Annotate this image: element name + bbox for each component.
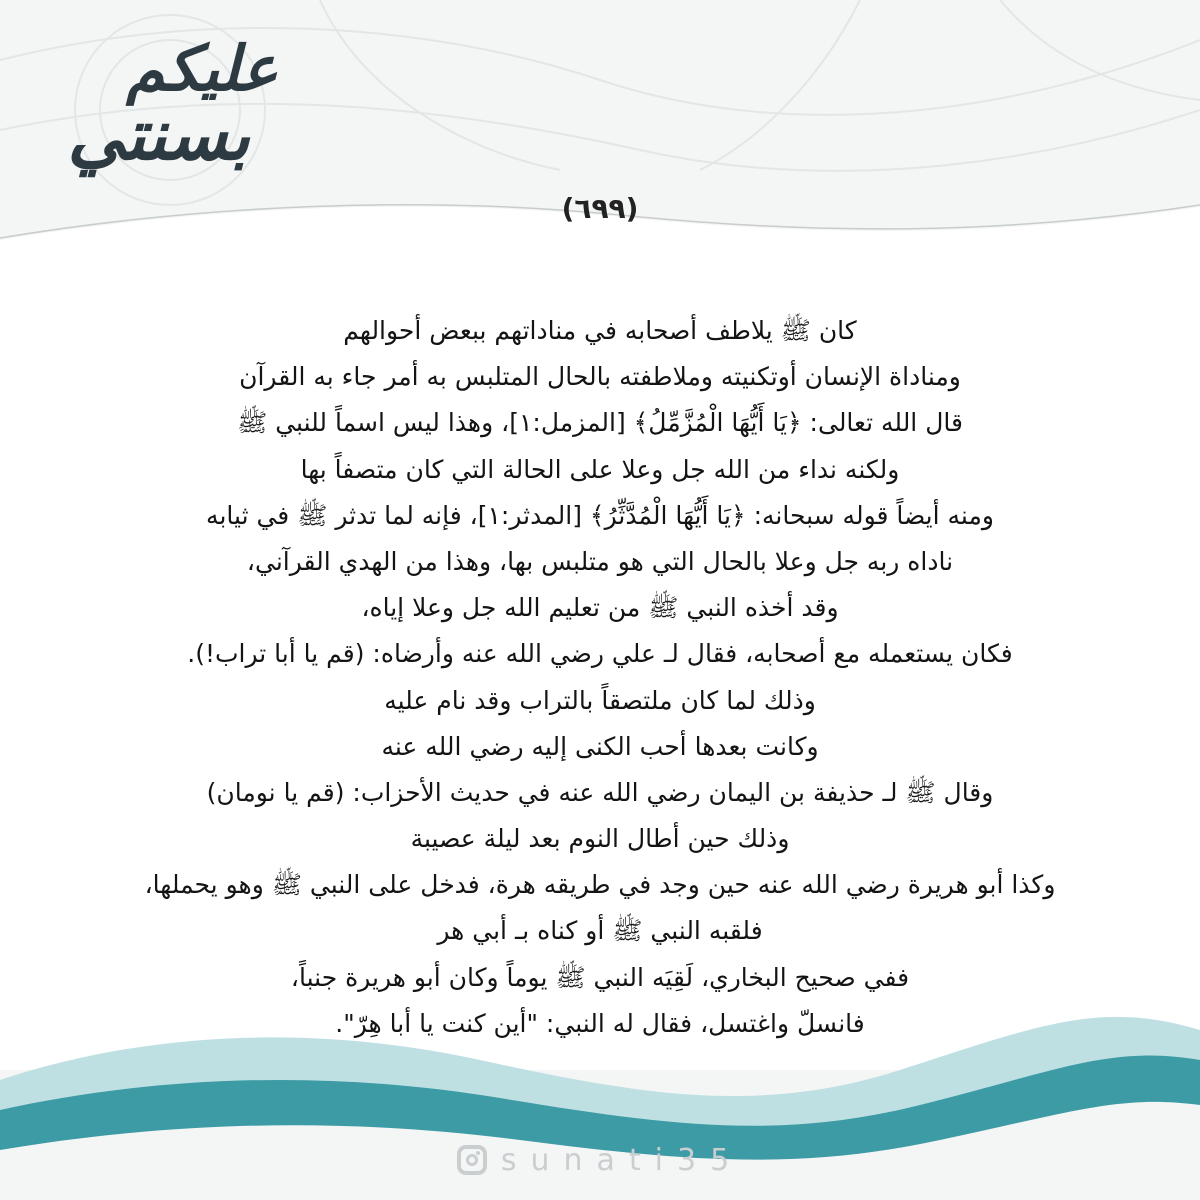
text-line: فلقبه النبي ﷺ أو كناه بـ أبي هر	[437, 916, 763, 946]
text-line: وذلك حين أطال النوم بعد ليلة عصيبة	[410, 824, 790, 854]
brand-logo	[67, 32, 278, 188]
text-line: ففي صحيح البخاري، لَقِيَه النبي ﷺ يوماً وكان أبو هريرة جنباً،	[290, 962, 910, 992]
handle-text: sunati35	[500, 1142, 744, 1178]
text-line: قال الله تعالى: ﴿يَا أَيُّهَا الْمُزَّمِّلُ﴾ [المزمل:١]، وهذا ليس اسماً للنبي ﷺ	[237, 408, 963, 438]
text-line: ولكنه نداء من الله جل وعلا على الحالة التي كان متصفاً بها	[300, 454, 900, 484]
logo-text-bottom: بسنتي	[67, 93, 250, 176]
text-line: فانسلّ واغتسل، فقال له النبي: "أين كنت يا أبا هِرّ".	[335, 1008, 865, 1038]
hadith-text	[60, 308, 1140, 1047]
text-line: وكانت بعدها أحب الكنى إليه رضي الله عنه	[381, 731, 819, 761]
logo-text-top: عليكم	[126, 32, 278, 105]
text-line: وكذا أبو هريرة رضي الله عنه حين وجد في طريقه هرة، فدخل على النبي ﷺ وهو يحملها،	[144, 870, 1056, 900]
text-line: وقد أخذه النبي ﷺ من تعليم الله جل وعلا إياه،	[361, 593, 839, 623]
instagram-icon	[457, 1145, 487, 1175]
text-line: كان ﷺ يلاطف أصحابه في مناداتهم ببعض أحوالهم	[343, 316, 857, 345]
text-line: وذلك لما كان ملتصقاً بالتراب وقد نام عليه	[384, 685, 816, 715]
text-line: ناداه ربه جل وعلا بالحال التي هو متلبس بها، وهذا من الهدي القرآني،	[246, 546, 954, 576]
text-line: ومنه أيضاً قوله سبحانه: ﴿يَا أَيُّهَا الْمُدَّثِّرُ﴾ [المدثر:١]، فإنه لما تدثر ﷺ في ثيابه	[206, 500, 994, 530]
text-line: فكان يستعمله مع أصحابه، فقال لـ علي رضي الله عنه وأرضاه: (قم يا أبا تراب!).	[187, 639, 1013, 669]
social-handle	[440, 1138, 760, 1182]
text-line: وقال ﷺ لـ حذيفة بن اليمان رضي الله عنه في حديث الأحزاب: (قم يا نومان)	[206, 777, 994, 807]
text-line: ومناداة الإنسان أوتكنيته وملاطفته بالحال المتلبس به أمر جاء به القرآن	[239, 362, 961, 392]
post-number: (٦٩٩)	[561, 192, 639, 225]
